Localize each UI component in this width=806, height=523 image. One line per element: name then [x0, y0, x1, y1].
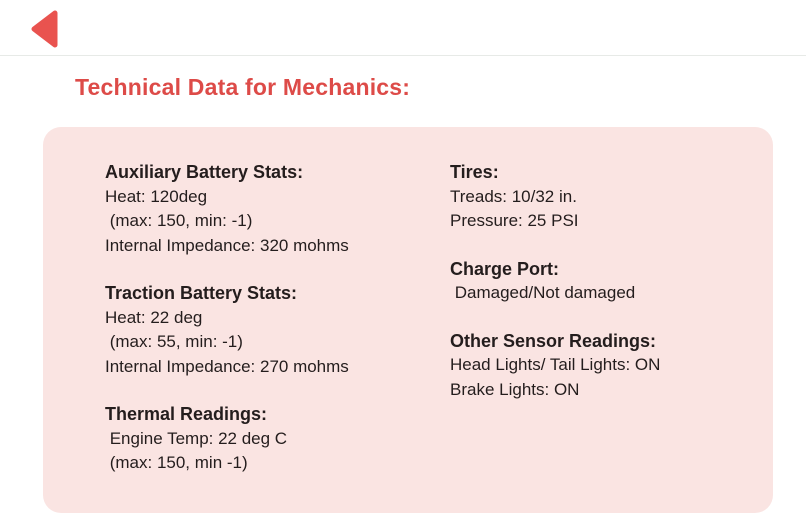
block-heading: Charge Port: [450, 258, 560, 279]
panel-column-right [450, 160, 660, 402]
page-title: Technical Data for Mechanics: [75, 74, 411, 100]
block-heading: Thermal Readings: [105, 404, 268, 424]
data-line: (max: 150, min: -1) [105, 211, 253, 230]
data-line: (max: 55, min: -1) [105, 332, 243, 351]
data-line: Internal Impedance: 320 mohms [105, 235, 349, 255]
data-line: Heat: 120deg [105, 186, 208, 206]
data-line: Pressure: 25 PSI [450, 211, 579, 230]
data-line: Treads: 10/32 in. [450, 186, 577, 206]
data-line: Damaged/Not damaged [450, 283, 636, 302]
block-heading: Tires: [450, 162, 499, 182]
auxiliary-battery-stats-block [105, 160, 349, 258]
other-sensor-readings-block [450, 329, 660, 403]
data-line: Heat: 22 deg [105, 307, 203, 327]
data-line: Engine Temp: 22 deg C [105, 428, 288, 448]
back-arrow-icon [31, 10, 58, 48]
data-line: (max: 150, min -1) [105, 453, 248, 472]
header-divider [0, 55, 806, 56]
back-button[interactable] [22, 5, 66, 53]
tires-block [450, 160, 660, 234]
data-line: Internal Impedance: 270 mohms [105, 356, 349, 376]
block-heading: Auxiliary Battery Stats: [105, 162, 304, 182]
technical-data-panel [43, 127, 773, 513]
thermal-readings-block [105, 402, 349, 476]
data-line: Head Lights/ Tail Lights: ON [450, 355, 661, 374]
charge-port-block [450, 257, 660, 306]
data-line: Brake Lights: ON [450, 379, 580, 399]
block-heading: Traction Battery Stats: [105, 283, 298, 303]
panel-column-left [105, 160, 349, 476]
block-heading: Other Sensor Readings: [450, 330, 657, 351]
traction-battery-stats-block [105, 281, 349, 379]
